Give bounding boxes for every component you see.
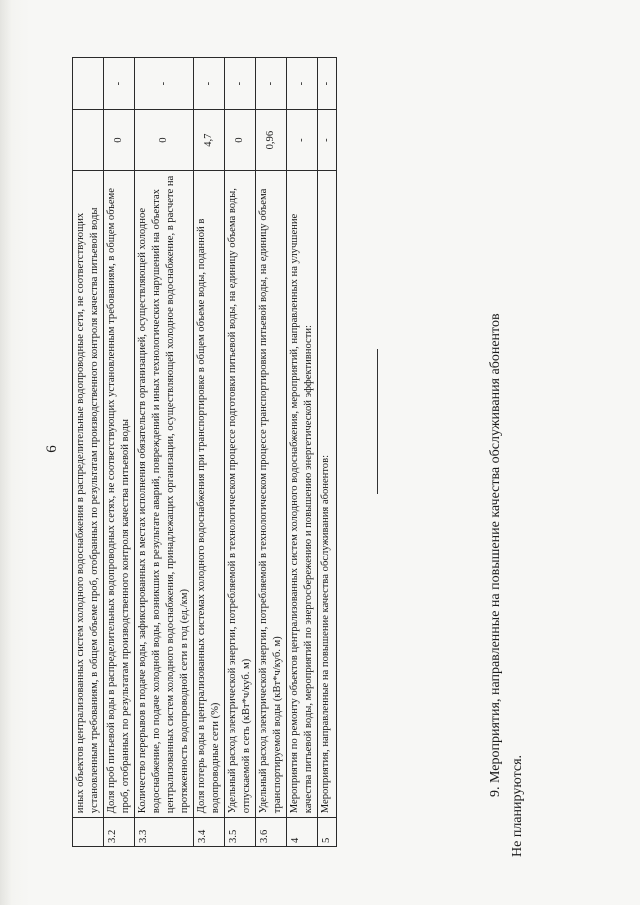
row-number-cell: 3.4	[194, 818, 225, 847]
row-number-cell: 3.5	[225, 818, 256, 847]
row-value-cell: 0	[135, 110, 194, 171]
row-value-cell: 4,7	[194, 110, 225, 171]
row-number-cell: 5	[318, 818, 337, 847]
table-row	[287, 58, 318, 847]
table-row	[256, 58, 287, 847]
table-row	[225, 58, 256, 847]
table-row	[104, 58, 135, 847]
row-description-cell: Мероприятия, направленные на повышение качества обслуживания абонентов:	[318, 171, 337, 818]
row-value-cell: 0	[225, 110, 256, 171]
row-value-extra-cell: -	[287, 58, 318, 110]
row-value-cell: 0	[104, 110, 135, 171]
row-description-cell: Удельный расход электрической энергии, потребляемой в технологическом процессе подготовки питьевой воды, на единицу объема воды, отпускаемой в сеть (кВт*ч/куб. м)	[225, 171, 256, 818]
row-number-cell: 4	[287, 818, 318, 847]
row-value-extra-cell: -	[194, 58, 225, 110]
row-number-cell: 3.2	[104, 818, 135, 847]
row-description-cell: Доля потерь воды в централизованных системах холодного водоснабжения при транспортировке в общем объеме воды, поданной в водопроводные сети (%)	[194, 171, 225, 818]
indicators-table	[72, 57, 337, 847]
indicators-table-body	[73, 58, 337, 847]
table-row	[73, 58, 104, 847]
row-number-cell	[73, 818, 104, 847]
row-value-cell: -	[318, 110, 337, 171]
row-value-extra-cell	[73, 58, 104, 110]
page-number: 6	[44, 445, 60, 453]
row-value-extra-cell: -	[318, 58, 337, 110]
table-row	[135, 58, 194, 847]
rotated-document-page	[20, 32, 620, 872]
row-description-cell: Доля проб питьевой воды в распределительных водопроводных сетях, не соответствующих установленным требованиям, в общем объеме проб, отобранных по результатам производственного контроля качества питьевой воды	[104, 171, 135, 818]
row-value-extra-cell: -	[104, 58, 135, 110]
row-value-cell: 0,96	[256, 110, 287, 171]
row-value-extra-cell: -	[256, 58, 287, 110]
row-number-cell: 3.6	[256, 818, 287, 847]
row-value-cell	[73, 110, 104, 171]
table-row	[194, 58, 225, 847]
row-number-cell: 3.3	[135, 818, 194, 847]
section-note: Не планируются.	[510, 754, 525, 857]
section-heading: 9. Мероприятия, направленные на повышение качества обслуживания абонентов	[488, 313, 503, 797]
table-row	[318, 58, 337, 847]
row-value-extra-cell: -	[135, 58, 194, 110]
horizontal-rule	[377, 349, 378, 494]
row-value-cell: -	[287, 110, 318, 171]
row-description-cell: иных объектов централизованных систем холодного водоснабжения в распределительные водопроводные сети, не соответствующих установленным требованиям, в общем объеме проб, отобранных по результатам производственного контроля качества питьевой воды	[73, 171, 104, 818]
row-description-cell: Мероприятия по ремонту объектов централизованных систем холодного водоснабжения, мероприятий, направленных на улучшение качества питьевой воды, мероприятий по энергосбережению и повышению энергетической эффективности:	[287, 171, 318, 818]
row-description-cell: Удельный расход электрической энергии, потребляемой в технологическом процессе транспортировки питьевой воды, на единицу объема транспортируемой воды (кВт*ч/куб. м)	[256, 171, 287, 818]
row-value-extra-cell: -	[225, 58, 256, 110]
row-description-cell: Количество перерывов в подаче воды, зафиксированных в местах исполнения обязательств организацией, осуществляющей холодное водоснабжение, по подаче холодной воды, возникших в результате аварий, повреждений и иных технологических нарушений на объектах централизованных систем холодного водоснабжения, принадлежащих организации, осуществляющей холодное водоснабжение, в расчете на протяженность водопроводной сети в год (ед./км)	[135, 171, 194, 818]
